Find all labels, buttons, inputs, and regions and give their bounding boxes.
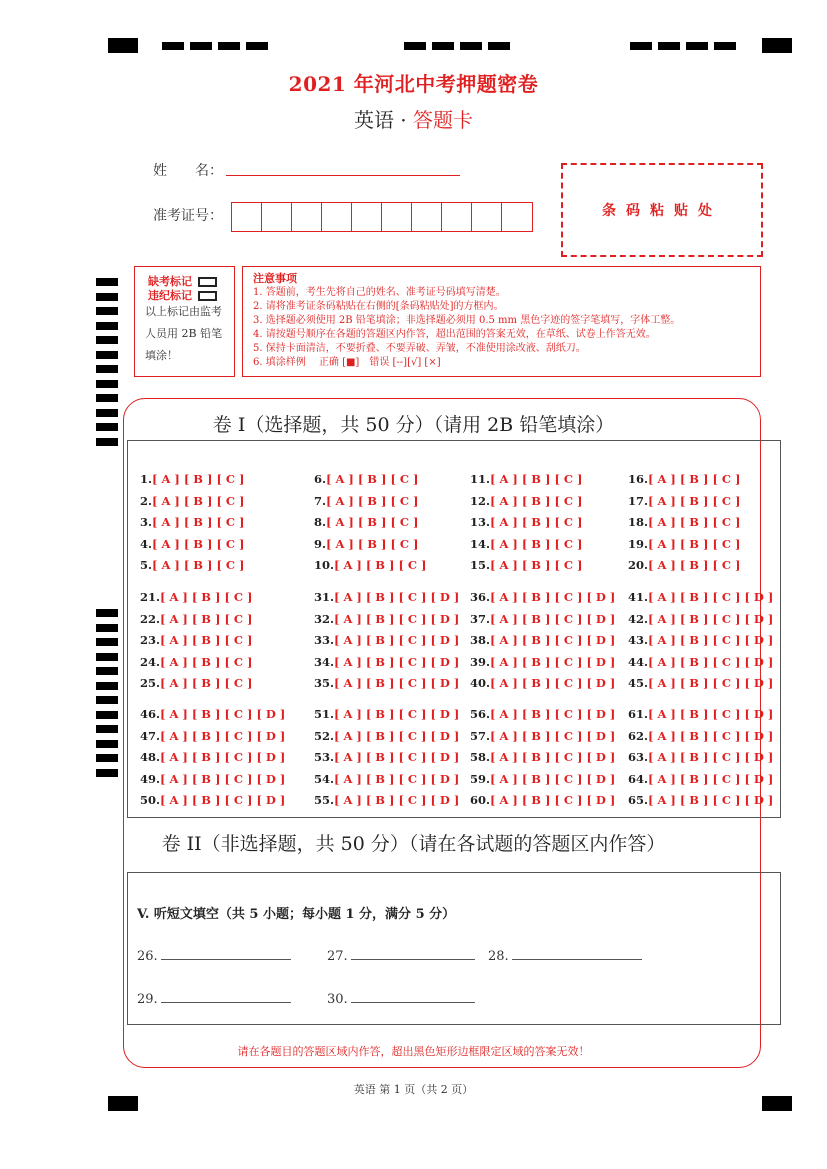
answer-options[interactable]: [ A ] [ B ] [ C ] [ D ] <box>334 793 460 808</box>
answer-options[interactable]: [ A ] [ B ] [ C ] <box>648 472 741 486</box>
question-number: 43. <box>628 633 649 648</box>
question-number: 53. <box>314 750 335 765</box>
question-item[interactable] <box>140 707 285 721</box>
answer-options[interactable]: [ A ] [ B ] [ C ] [ D ] <box>334 750 460 765</box>
answer-options[interactable]: [ A ] [ B ] [ C ] [ D ] <box>160 750 286 765</box>
question-item[interactable] <box>470 772 615 786</box>
question-number: 52. <box>314 728 335 743</box>
answer-options[interactable]: [ A ] [ B ] [ C ] [ D ] <box>334 611 460 626</box>
violation-mark-label: 违纪标记 <box>148 289 192 302</box>
question-item[interactable] <box>470 729 615 743</box>
question-number: 15. <box>470 558 491 573</box>
question-item[interactable] <box>140 612 253 626</box>
answer-options[interactable]: [ A ] [ B ] [ C ] [ D ] <box>648 611 774 626</box>
notice-item: 3. 选择题必须使用 2B 铅笔填涂；非选择题必须用 0.5 mm 黑色字迹的签字笔填写，字体工整。 <box>253 315 681 326</box>
missing-mark-checkbox[interactable] <box>198 277 217 287</box>
answer-options[interactable]: [ A ] [ B ] [ C ] [ D ] <box>490 654 616 669</box>
question-number: 55. <box>314 793 335 808</box>
answer-options[interactable]: [ A ] [ B ] [ C ] [ D ] <box>648 590 774 604</box>
question-number: 23. <box>140 633 161 648</box>
question-item[interactable] <box>314 558 427 572</box>
id-digit-box[interactable] <box>412 203 442 231</box>
question-item[interactable] <box>628 537 741 551</box>
timing-mark <box>630 42 652 50</box>
question-number: 22. <box>140 611 161 626</box>
timing-mark <box>96 624 118 632</box>
timing-mark <box>96 667 118 675</box>
question-item[interactable] <box>628 633 773 647</box>
question-number: 35. <box>314 676 335 691</box>
timing-mark <box>96 293 118 301</box>
section2-title: 卷 II（非选择题，共 50 分）（请在各试题的答题区内作答） <box>161 833 666 855</box>
timing-mark <box>96 336 118 344</box>
question-number: 42. <box>628 611 649 626</box>
question-item[interactable] <box>470 793 615 807</box>
question-number: 11. <box>470 472 491 486</box>
question-item[interactable] <box>470 655 615 669</box>
question-number: 10. <box>314 558 335 573</box>
timing-mark <box>432 42 454 50</box>
timing-mark <box>658 42 680 50</box>
blank-number: 26. <box>137 949 158 964</box>
notice-item: 4. 请按题号顺序在各题的答题区内作答，超出范围的答案无效，在草纸、试卷上作答无效。 <box>253 329 656 340</box>
notice-box <box>242 266 761 377</box>
answer-options[interactable]: [ A ] [ B ] [ C ] [ D ] <box>334 633 460 648</box>
question-item[interactable] <box>140 472 245 486</box>
page-footer: 英语 第 1 页（共 2 页） <box>353 1083 474 1096</box>
question-number: 56. <box>470 707 491 721</box>
id-digit-box[interactable] <box>382 203 412 231</box>
question-item[interactable] <box>628 729 773 743</box>
answer-options[interactable]: [ A ] [ B ] [ C ] <box>152 558 245 573</box>
question-number: 48. <box>140 750 161 765</box>
question-number: 59. <box>470 771 491 786</box>
question-number: 65. <box>628 793 649 808</box>
question-number: 19. <box>628 536 649 551</box>
notice-title: 注意事项 <box>253 272 297 285</box>
question-number: 31. <box>314 590 335 604</box>
question-number: 9. <box>314 536 327 551</box>
answer-options[interactable]: [ A ] [ B ] [ C ] [ D ] <box>160 728 286 743</box>
answer-options[interactable]: [ A ] [ B ] [ C ] [ D ] <box>490 707 616 721</box>
question-item[interactable] <box>314 750 459 764</box>
answer-options[interactable]: [ A ] [ B ] [ C ] <box>326 493 419 508</box>
id-digit-box[interactable] <box>292 203 322 231</box>
question-number: 2. <box>140 493 153 508</box>
question-item[interactable] <box>628 590 773 604</box>
question-number: 63. <box>628 750 649 765</box>
answer-options[interactable]: [ A ] [ B ] [ C ] <box>490 536 583 551</box>
question-item[interactable] <box>314 472 419 486</box>
question-item[interactable] <box>314 633 459 647</box>
question-item[interactable] <box>628 772 773 786</box>
timing-mark <box>686 42 708 50</box>
question-number: 51. <box>314 707 335 721</box>
timing-mark <box>762 1096 792 1111</box>
id-digit-box[interactable] <box>352 203 382 231</box>
answer-options[interactable]: [ A ] [ B ] [ C ] <box>490 472 583 486</box>
answer-options[interactable]: [ A ] [ B ] [ C ] <box>326 472 419 486</box>
id-digit-box[interactable] <box>442 203 472 231</box>
question-item[interactable] <box>628 515 741 529</box>
question-number: 8. <box>314 515 327 530</box>
question-item[interactable] <box>470 750 615 764</box>
answer-options[interactable]: [ A ] [ B ] [ C ] <box>648 536 741 551</box>
timing-mark <box>96 638 118 646</box>
name-label: 姓 名： <box>153 163 223 179</box>
mark-note: 以上标记由监考人员用 2B 铅笔填涂！ <box>145 305 223 362</box>
name-field[interactable] <box>226 175 460 176</box>
question-item[interactable] <box>314 612 459 626</box>
question-item[interactable] <box>628 472 741 486</box>
answer-card-label: 答题卡 <box>413 108 474 132</box>
timing-mark <box>96 682 118 690</box>
question-number: 24. <box>140 654 161 669</box>
answer-line[interactable] <box>512 947 642 960</box>
answer-options[interactable]: [ A ] [ B ] [ C ] [ D ] <box>160 771 286 786</box>
question-number: 36. <box>470 590 491 604</box>
notice-item: 1. 答题前，考生先将自己的姓名、准考证号码填写清楚。 <box>253 287 506 298</box>
question-item[interactable] <box>470 612 615 626</box>
question-item[interactable] <box>470 590 615 604</box>
blank-number: 27. <box>327 949 348 964</box>
timing-mark <box>96 307 118 315</box>
answer-line[interactable] <box>161 947 291 960</box>
question-number: 44. <box>628 654 649 669</box>
answer-options[interactable]: [ A ] [ B ] [ C ] [ D ] <box>648 654 774 669</box>
question-item[interactable] <box>314 793 459 807</box>
answer-options[interactable]: [ A ] [ B ] [ C ] [ D ] <box>490 676 616 691</box>
timing-mark <box>460 42 482 50</box>
answer-options[interactable]: [ A ] [ B ] [ C ] [ D ] <box>490 633 616 648</box>
id-digit-box[interactable] <box>262 203 292 231</box>
timing-mark <box>714 42 736 50</box>
timing-mark <box>218 42 240 50</box>
timing-mark <box>96 278 118 286</box>
timing-mark <box>190 42 212 50</box>
question-item[interactable] <box>628 707 773 721</box>
question-number: 41. <box>628 590 649 604</box>
answer-options[interactable]: [ A ] [ B ] [ C ] [ D ] <box>648 793 774 808</box>
question-item[interactable] <box>628 793 773 807</box>
answer-options[interactable]: [ A ] [ B ] [ C ] [ D ] <box>648 771 774 786</box>
question-item[interactable] <box>314 655 459 669</box>
question-item[interactable] <box>140 515 245 529</box>
missing-mark-label: 缺考标记 <box>148 275 192 288</box>
question-number: 58. <box>470 750 491 765</box>
answer-line[interactable] <box>161 990 291 1003</box>
timing-mark <box>488 42 510 50</box>
timing-mark <box>96 365 118 373</box>
question-item[interactable] <box>140 729 285 743</box>
answer-options[interactable]: [ A ] [ B ] [ C ] [ D ] <box>648 676 774 691</box>
question-number: 50. <box>140 793 161 808</box>
question-item[interactable] <box>628 676 773 690</box>
answer-options[interactable]: [ A ] [ B ] [ C ] <box>648 493 741 508</box>
answer-options[interactable]: [ A ] [ B ] [ C ] <box>648 515 741 530</box>
question-number: 32. <box>314 611 335 626</box>
question-number: 17. <box>628 493 649 508</box>
question-number: 61. <box>628 707 649 721</box>
question-item[interactable] <box>628 655 773 669</box>
id-digit-box[interactable] <box>322 203 352 231</box>
answer-options[interactable]: [ A ] [ B ] [ C ] <box>326 515 419 530</box>
question-item[interactable] <box>470 676 615 690</box>
question-number: 18. <box>628 515 649 530</box>
question-item[interactable] <box>314 707 459 721</box>
timing-mark <box>96 380 118 388</box>
question-item[interactable] <box>140 633 253 647</box>
question-number: 45. <box>628 676 649 691</box>
answer-options[interactable]: [ A ] [ B ] [ C ] <box>160 633 253 648</box>
question-number: 46. <box>140 707 161 721</box>
answer-line[interactable] <box>351 947 475 960</box>
question-item[interactable] <box>140 494 245 508</box>
timing-mark <box>96 322 118 330</box>
question-number: 13. <box>470 515 491 530</box>
question-number: 1. <box>140 472 153 486</box>
question-number: 16. <box>628 472 649 486</box>
question-number: 40. <box>470 676 491 691</box>
id-digit-box[interactable] <box>502 203 532 231</box>
timing-mark <box>96 711 118 719</box>
answer-options[interactable]: [ A ] [ B ] [ C ] <box>152 515 245 530</box>
blank-number: 30. <box>327 992 348 1007</box>
question-item[interactable] <box>628 750 773 764</box>
answer-options[interactable]: [ A ] [ B ] [ C ] [ D ] <box>490 771 616 786</box>
question-number: 12. <box>470 493 491 508</box>
answer-options[interactable]: [ A ] [ B ] [ C ] <box>326 536 419 551</box>
question-number: 6. <box>314 472 327 486</box>
question-number: 25. <box>140 676 161 691</box>
page-title: 2021 年河北中考押题密卷 <box>288 72 539 96</box>
question-item[interactable] <box>314 729 459 743</box>
question-number: 60. <box>470 793 491 808</box>
question-number: 37. <box>470 611 491 626</box>
timing-mark <box>96 769 118 777</box>
timing-mark <box>246 42 268 50</box>
question-number: 39. <box>470 654 491 669</box>
question-item[interactable] <box>314 537 419 551</box>
blank-29[interactable] <box>137 990 291 1007</box>
answer-options[interactable]: [ A ] [ B ] [ C ] <box>490 493 583 508</box>
subject-label: 英语 · <box>353 108 414 132</box>
answer-options[interactable]: [ A ] [ B ] [ C ] [ D ] <box>334 728 460 743</box>
answer-options[interactable]: [ A ] [ B ] [ C ] [ D ] <box>490 590 616 604</box>
answer-options[interactable]: [ A ] [ B ] [ C ] [ D ] <box>490 728 616 743</box>
answer-options[interactable]: [ A ] [ B ] [ C ] <box>160 611 253 626</box>
question-item[interactable] <box>140 558 245 572</box>
answer-options[interactable]: [ A ] [ B ] [ C ] <box>490 515 583 530</box>
question-item[interactable] <box>628 558 741 572</box>
question-item[interactable] <box>140 793 285 807</box>
question-item[interactable] <box>140 750 285 764</box>
barcode-area: 条码粘贴处 <box>561 163 763 257</box>
timing-mark <box>96 351 118 359</box>
question-item[interactable] <box>140 676 253 690</box>
question-item[interactable] <box>470 558 583 572</box>
question-item[interactable] <box>470 537 583 551</box>
answer-options[interactable]: [ A ] [ B ] [ C ] <box>160 654 253 669</box>
blank-number: 28. <box>488 949 509 964</box>
boundary-warning: 请在各题目的答题区域内作答，超出黑色矩形边框限定区域的答案无效！ <box>237 1045 590 1058</box>
timing-mark <box>96 653 118 661</box>
violation-mark-checkbox[interactable] <box>198 291 217 301</box>
question-item[interactable] <box>314 494 419 508</box>
question-number: 21. <box>140 590 161 604</box>
question-item[interactable] <box>628 612 773 626</box>
question-number: 14. <box>470 536 491 551</box>
answer-options[interactable]: [ A ] [ B ] [ C ] [ D ] <box>334 771 460 786</box>
blank-28[interactable] <box>488 947 642 964</box>
question-number: 57. <box>470 728 491 743</box>
answer-options[interactable]: [ A ] [ B ] [ C ] [ D ] <box>334 590 460 604</box>
notice-item: 5. 保持卡面清洁，不要折叠、不要弄破、弄皱，不准使用涂改液、刮纸刀。 <box>253 343 586 354</box>
answer-line[interactable] <box>351 990 475 1003</box>
question-number: 49. <box>140 771 161 786</box>
question-item[interactable] <box>470 633 615 647</box>
question-item[interactable] <box>140 537 245 551</box>
timing-mark <box>96 754 118 762</box>
timing-mark <box>762 38 792 53</box>
answer-options[interactable]: [ A ] [ B ] [ C ] <box>648 558 741 573</box>
answer-options[interactable]: [ A ] [ B ] [ C ] <box>152 493 245 508</box>
answer-options[interactable]: [ A ] [ B ] [ C ] [ D ] <box>648 633 774 648</box>
timing-mark <box>404 42 426 50</box>
answer-options[interactable]: [ A ] [ B ] [ C ] <box>334 558 427 573</box>
blank-27[interactable] <box>327 947 475 964</box>
question-number: 47. <box>140 728 161 743</box>
answer-options[interactable]: [ A ] [ B ] [ C ] <box>160 590 253 604</box>
section1-title: 卷 I（选择题，共 50 分）（请用 2B 铅笔填涂） <box>212 414 615 436</box>
answer-options[interactable]: [ A ] [ B ] [ C ] <box>152 472 245 486</box>
notice-item: 2. 请将准考证条码粘贴在右侧的[条码粘贴处]的方框内。 <box>253 301 504 312</box>
answer-options[interactable]: [ A ] [ B ] [ C ] [ D ] <box>160 793 286 808</box>
question-item[interactable] <box>314 515 419 529</box>
question-number: 54. <box>314 771 335 786</box>
question-item[interactable] <box>314 590 459 604</box>
answer-options[interactable]: [ A ] [ B ] [ C ] [ D ] <box>490 750 616 765</box>
answer-options[interactable]: [ A ] [ B ] [ C ] [ D ] <box>648 707 774 721</box>
id-digit-box[interactable] <box>472 203 502 231</box>
question-number: 64. <box>628 771 649 786</box>
answer-options[interactable]: [ A ] [ B ] [ C ] <box>152 536 245 551</box>
timing-mark <box>162 42 184 50</box>
id-digit-box[interactable] <box>232 203 262 231</box>
question-number: 62. <box>628 728 649 743</box>
timing-mark <box>96 394 118 402</box>
notice-item: 6. 填涂样例 正确 [■] 错误 [--][√] [×] <box>253 357 441 368</box>
timing-mark <box>96 740 118 748</box>
answer-options[interactable]: [ A ] [ B ] [ C ] [ D ] <box>648 728 774 743</box>
blank-26[interactable] <box>137 947 291 964</box>
question-number: 33. <box>314 633 335 648</box>
question-item[interactable] <box>140 590 253 604</box>
id-label: 准考证号： <box>153 208 223 224</box>
timing-mark <box>96 438 118 446</box>
question-number: 5. <box>140 558 153 573</box>
blank-30[interactable] <box>327 990 475 1007</box>
question-number: 7. <box>314 493 327 508</box>
question-item[interactable] <box>628 494 741 508</box>
question-number: 20. <box>628 558 649 573</box>
question-item[interactable] <box>314 676 459 690</box>
answer-options[interactable]: [ A ] [ B ] [ C ] [ D ] <box>334 707 460 721</box>
answer-options[interactable]: [ A ] [ B ] [ C ] [ D ] <box>334 676 460 691</box>
question-number: 3. <box>140 515 153 530</box>
question-item[interactable] <box>470 707 615 721</box>
question-number: 34. <box>314 654 335 669</box>
question-item[interactable] <box>140 655 253 669</box>
question-item[interactable] <box>470 515 583 529</box>
page-subtitle <box>0 104 827 133</box>
exam-marks-box <box>134 266 235 377</box>
answer-options[interactable]: [ A ] [ B ] [ C ] [ D ] <box>648 750 774 765</box>
question-number: 38. <box>470 633 491 648</box>
answer-options[interactable]: [ A ] [ B ] [ C ] [ D ] <box>334 654 460 669</box>
part5-heading: V. 听短文填空（共 5 小题；每小题 1 分，满分 5 分） <box>137 907 456 922</box>
answer-options[interactable]: [ A ] [ B ] [ C ] <box>490 558 583 573</box>
question-item[interactable] <box>470 472 583 486</box>
id-number-boxes[interactable] <box>231 202 533 232</box>
timing-mark <box>108 1096 138 1111</box>
answer-options[interactable]: [ A ] [ B ] [ C ] [ D ] <box>490 793 616 808</box>
answer-options[interactable]: [ A ] [ B ] [ C ] [ D ] <box>160 707 286 721</box>
question-item[interactable] <box>314 772 459 786</box>
timing-mark <box>96 609 118 617</box>
blank-number: 29. <box>137 992 158 1007</box>
timing-mark <box>96 725 118 733</box>
answer-options[interactable]: [ A ] [ B ] [ C ] [ D ] <box>490 611 616 626</box>
question-number: 4. <box>140 536 153 551</box>
answer-options[interactable]: [ A ] [ B ] [ C ] <box>160 676 253 691</box>
timing-mark <box>108 38 138 53</box>
question-item[interactable] <box>470 494 583 508</box>
timing-mark <box>96 696 118 704</box>
question-item[interactable] <box>140 772 285 786</box>
